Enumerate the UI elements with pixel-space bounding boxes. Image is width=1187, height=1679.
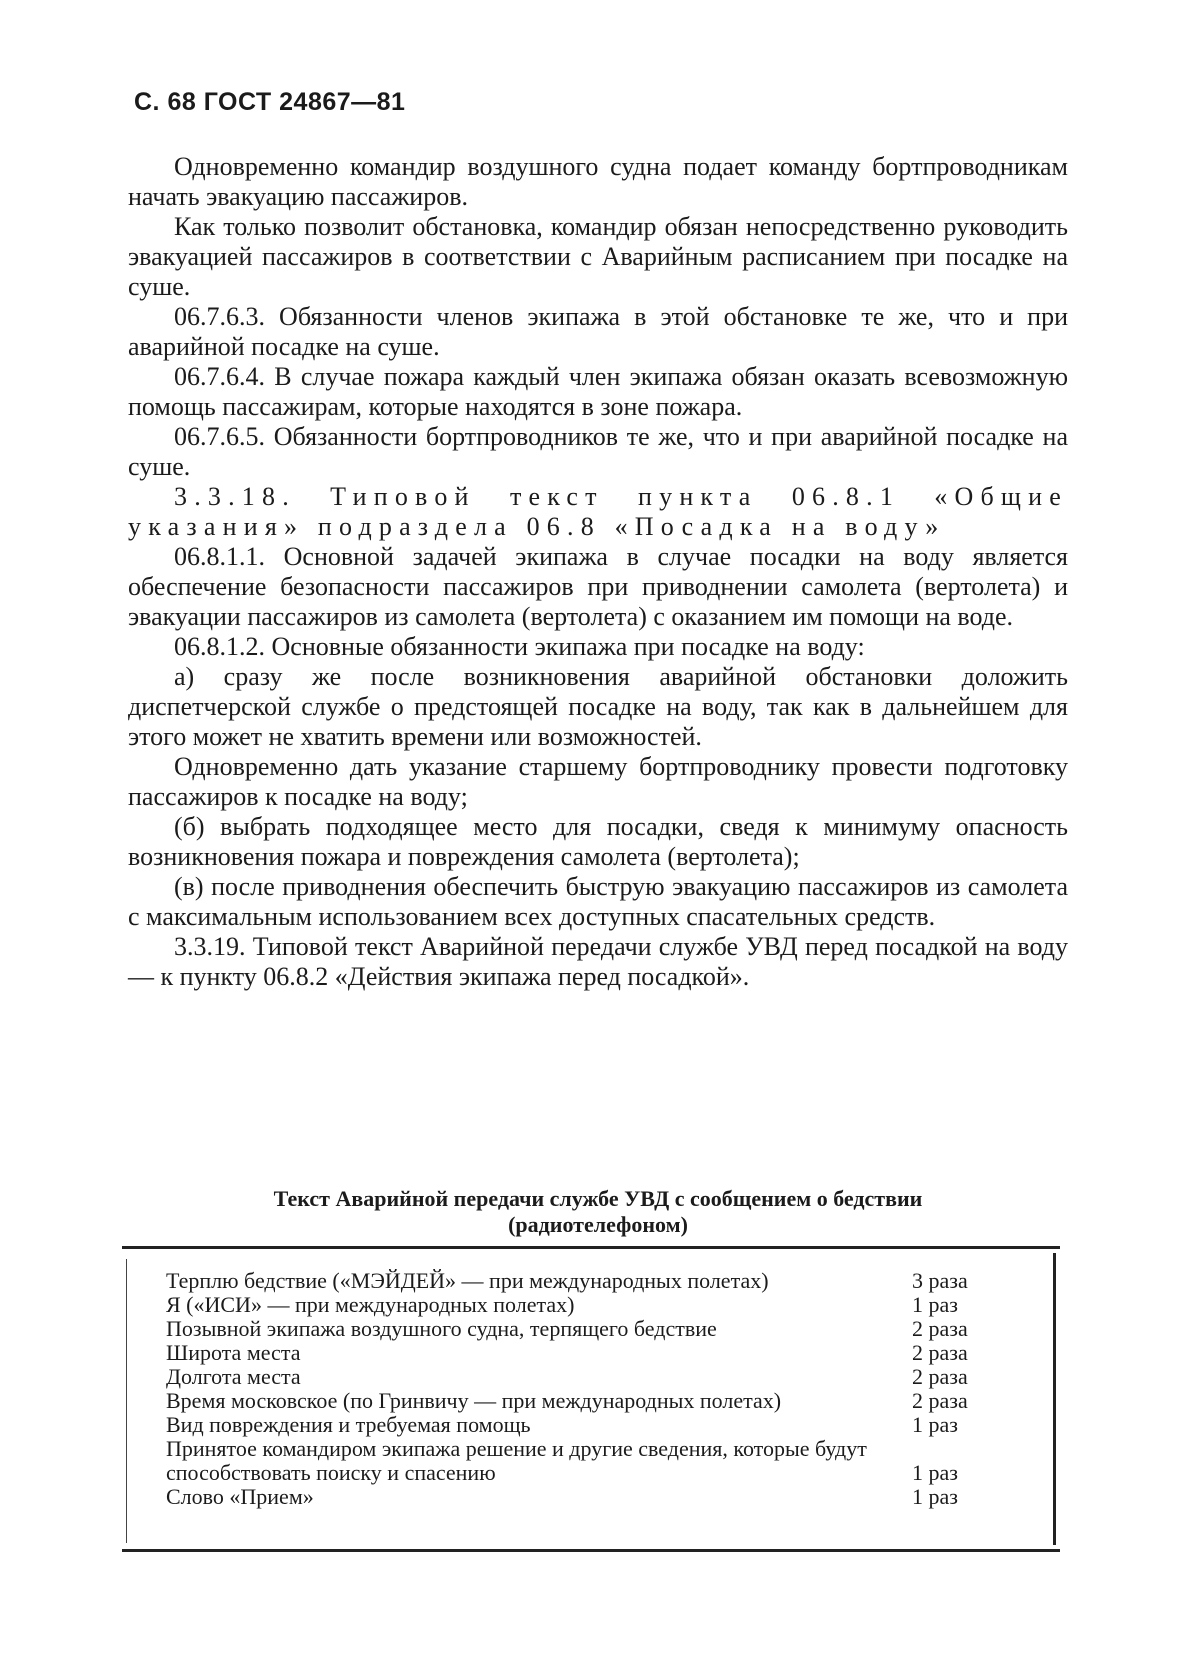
- paragraph: 06.7.6.3. Обязанности членов экипажа в этой обстановке те же, что и при аварийной посадке на суше.: [128, 302, 1068, 361]
- row-text: Позывной экипажа воздушного судна, терпящего бедствие: [166, 1316, 717, 1341]
- row-text: Долгота места: [166, 1364, 301, 1389]
- page-header: С. 68 ГОСТ 24867—81: [134, 88, 406, 116]
- row-count: 1 раз: [912, 1484, 958, 1509]
- row-count: 2 раза: [912, 1340, 968, 1365]
- row-count: 2 раза: [912, 1316, 968, 1341]
- message-table-body: [166, 1269, 1036, 1509]
- paragraph: Как только позволит обстановка, командир обязан непосредственно руководить эвакуацией пассажиров в соответствии с Аварийным расписанием при посадке на суше.: [128, 212, 1068, 301]
- row-count: 3 раза: [912, 1268, 968, 1293]
- table-subtitle-line: (радиотелефоном): [508, 1212, 688, 1237]
- row-text: Терплю бедствие («МЭЙДЕЙ» — при международных полетах): [166, 1268, 769, 1293]
- message-table: [122, 1246, 1060, 1552]
- table-title-line: Текст Аварийной передачи службе УВД с сообщением о бедствии: [273, 1186, 923, 1211]
- row-text: Принятое командиром экипажа решение и другие сведения, которые будут способствовать поиску и спасению: [166, 1436, 867, 1485]
- table-row: [166, 1293, 1036, 1317]
- row-count: 1 раз: [912, 1412, 958, 1437]
- paragraph: 3.3.19. Типовой текст Аварийной передачи службе УВД перед посадкой на воду — к пункту 06.8.2 «Действия экипажа перед посадкой».: [128, 932, 1068, 991]
- row-text: Широта места: [166, 1340, 301, 1365]
- row-count: 2 раза: [912, 1364, 968, 1389]
- paragraph: 06.7.6.4. В случае пожара каждый член экипажа обязан оказать всевозможную помощь пассажирам, которые находятся в зоне пожара.: [128, 362, 1068, 421]
- list-item-a: а) сразу же после возникновения аварийной обстановки доложить диспетчерской службе о предстоящей посадке на воду, так как в дальнейшем для этого может не хватить времени или возможностей.: [128, 662, 1068, 751]
- table-row: [166, 1317, 1036, 1341]
- table-title: [128, 1186, 1068, 1238]
- row-text: Вид повреждения и требуемая помощь: [166, 1412, 531, 1437]
- table-row: [166, 1365, 1036, 1389]
- paragraph: 06.8.1.2. Основные обязанности экипажа при посадке на воду:: [174, 632, 865, 661]
- table-row: [166, 1341, 1036, 1365]
- list-item-c: (в) после приводнения обеспечить быструю эвакуацию пассажиров из самолета с максимальным использованием всех доступных спасательных средств.: [128, 872, 1068, 931]
- table-row: [166, 1389, 1036, 1413]
- row-text: Слово «Прием»: [166, 1484, 314, 1509]
- row-text: Время московское (по Гринвичу — при международных полетах): [166, 1388, 782, 1413]
- paragraph: 06.8.1.1. Основной задачей экипажа в случае посадки на воду является обеспечение безопасности пассажиров при приводнении самолета (вертолета) и эвакуации пассажиров из самолета (вертолета) с оказанием им помощи на воде.: [128, 542, 1068, 631]
- section-heading-paragraph: 3.3.18. Типовой текст пункта 06.8.1 «Общие указания» подраздела 06.8 «Посадка на воду»: [128, 482, 1068, 541]
- row-text: Я («ИСИ» — при международных полетах): [166, 1292, 575, 1317]
- table-row: [166, 1413, 1036, 1437]
- table-row: [166, 1437, 1036, 1485]
- table-row: [166, 1269, 1036, 1293]
- body-text: [128, 152, 1068, 992]
- list-item-b: (б) выбрать подходящее место для посадки, сведя к минимуму опасность возникновения пожара и повреждения самолета (вертолета);: [128, 812, 1068, 871]
- table-row: [166, 1485, 1036, 1509]
- paragraph: 06.7.6.5. Обязанности бортпроводников те же, что и при аварийной посадке на суше.: [128, 422, 1068, 481]
- paragraph: Одновременно дать указание старшему бортпроводнику провести подготовку пассажиров к посадке на воду;: [128, 752, 1068, 811]
- row-count: 1 раз: [912, 1292, 958, 1317]
- paragraph: Одновременно командир воздушного судна подает команду бортпроводникам начать эвакуацию пассажиров.: [128, 152, 1068, 211]
- row-count: 2 раза: [912, 1388, 968, 1413]
- row-count: 1 раз: [912, 1460, 958, 1485]
